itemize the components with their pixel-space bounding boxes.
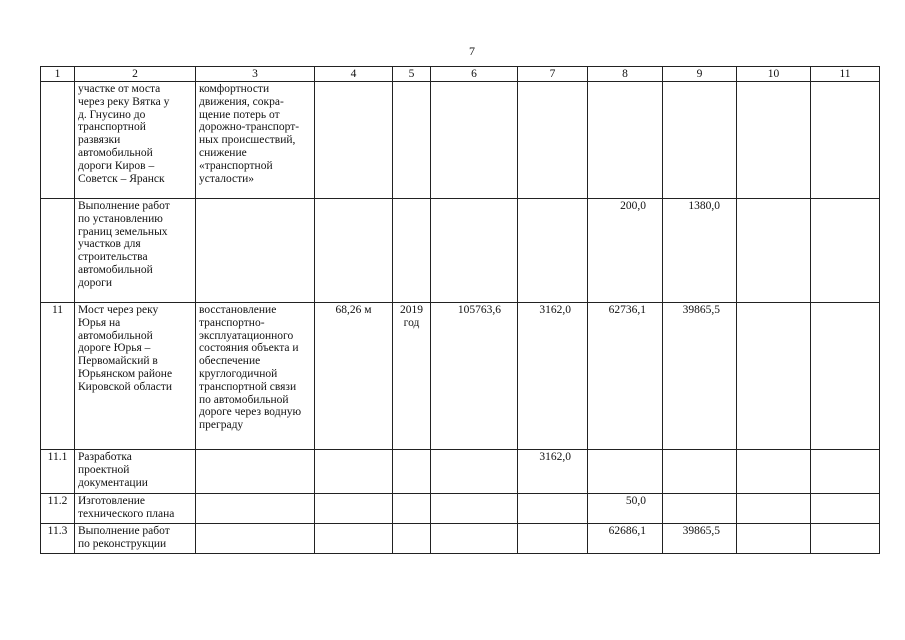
row-number-cell: 11.3 (41, 524, 75, 554)
total-cost-cell: 105763,6 (431, 303, 518, 450)
table-cell: 3162,0 (518, 303, 588, 450)
table-cell (811, 199, 880, 303)
table-row (41, 303, 880, 450)
table-row (41, 494, 880, 524)
table-cell (393, 494, 431, 524)
row-number-cell (41, 199, 75, 303)
table-row (41, 450, 880, 494)
table-cell (518, 199, 588, 303)
table-cell (737, 494, 811, 524)
column-header: 7 (518, 67, 588, 82)
table-cell (518, 494, 588, 524)
table-cell (737, 303, 811, 450)
column-header: 2 (75, 67, 196, 82)
table-cell (518, 524, 588, 554)
table-cell (588, 82, 663, 199)
table-cell: 1380,0 (663, 199, 737, 303)
table-cell (737, 450, 811, 494)
column-header: 8 (588, 67, 663, 82)
object-name-cell: Выполнение работ по реконструкции (75, 524, 196, 554)
data-table (40, 66, 880, 554)
table-cell (393, 450, 431, 494)
object-name-cell: Разработка проектной документации (75, 450, 196, 494)
table-cell (737, 524, 811, 554)
table-cell (431, 82, 518, 199)
table-cell (811, 303, 880, 450)
object-name-cell: Мост через реку Юрья на автомобильной дороге Юрья – Первомайский в Юрьянском районе Кировской области (75, 303, 196, 450)
table-row (41, 82, 880, 199)
table-cell: 39865,5 (663, 303, 737, 450)
table-cell: 62736,1 (588, 303, 663, 450)
table-cell (315, 199, 393, 303)
year-cell: 2019 год (393, 303, 431, 450)
table-cell (393, 199, 431, 303)
table-row (41, 524, 880, 554)
column-header: 9 (663, 67, 737, 82)
table-cell (518, 82, 588, 199)
table-cell (431, 524, 518, 554)
row-number-cell: 11.2 (41, 494, 75, 524)
table-row (41, 199, 880, 303)
table-cell (315, 494, 393, 524)
table-cell (588, 450, 663, 494)
table-cell (811, 524, 880, 554)
column-header: 3 (196, 67, 315, 82)
table-cell: 3162,0 (518, 450, 588, 494)
table-cell: 50,0 (588, 494, 663, 524)
row-number-cell: 11 (41, 303, 75, 450)
row-number-cell (41, 82, 75, 199)
purpose-cell: комфортности движения, сокра- щение потерь от дорожно-транспорт- ных происшествий, снижение «транспортной усталости» (196, 82, 315, 199)
table-cell (663, 450, 737, 494)
column-header: 10 (737, 67, 811, 82)
table-header-row (41, 67, 880, 82)
table-cell (811, 494, 880, 524)
column-header: 5 (393, 67, 431, 82)
object-name-cell: участке от моста через реку Вятка у д. Гнусино до транспортной развязки автомобильной дороги Киров – Советск – Яранск (75, 82, 196, 199)
table-cell (393, 82, 431, 199)
table-cell: 200,0 (588, 199, 663, 303)
column-header: 6 (431, 67, 518, 82)
table-cell (431, 494, 518, 524)
table-cell (663, 494, 737, 524)
table-cell (393, 524, 431, 554)
column-header: 1 (41, 67, 75, 82)
table-cell (431, 199, 518, 303)
row-number-cell: 11.1 (41, 450, 75, 494)
purpose-cell (196, 199, 315, 303)
length-cell: 68,26 м (315, 303, 393, 450)
table-cell (737, 82, 811, 199)
purpose-cell (196, 494, 315, 524)
page-number: 7 (469, 44, 475, 58)
table-cell (737, 199, 811, 303)
purpose-cell: восстановление транспортно- эксплуатационного состояния объекта и обеспечение круглогодичной транспортной связи по автомобильной дороге через водную преграду (196, 303, 315, 450)
table-cell (315, 450, 393, 494)
table-cell (663, 82, 737, 199)
purpose-cell (196, 450, 315, 494)
table-cell (431, 450, 518, 494)
column-header: 4 (315, 67, 393, 82)
table-cell (315, 524, 393, 554)
column-header: 11 (811, 67, 880, 82)
table-cell: 62686,1 (588, 524, 663, 554)
purpose-cell (196, 524, 315, 554)
table-cell: 39865,5 (663, 524, 737, 554)
table-cell (811, 450, 880, 494)
table-cell (811, 82, 880, 199)
table-cell (315, 82, 393, 199)
object-name-cell: Выполнение работ по установлению границ земельных участков для строительства автомобильной дороги (75, 199, 196, 303)
object-name-cell: Изготовление технического плана (75, 494, 196, 524)
